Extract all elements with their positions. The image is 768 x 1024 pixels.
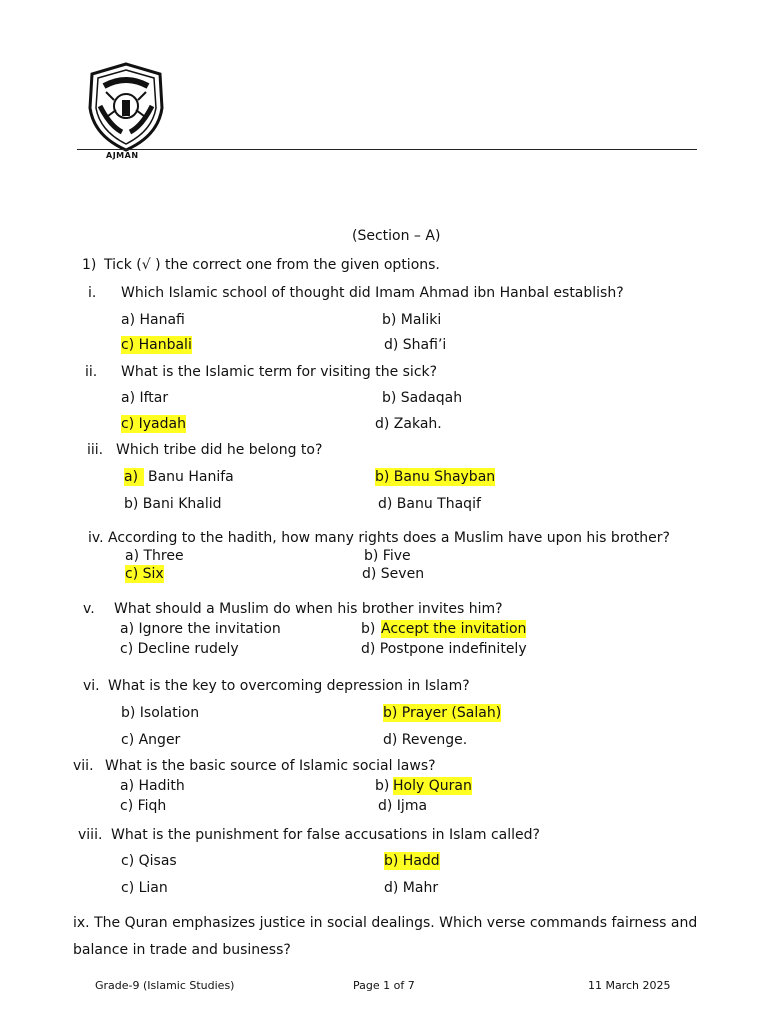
question-text: Which Islamic school of thought did Imam Ahmad ibn Hanbal establish? xyxy=(121,285,624,301)
option[interactable]: a) Hanafi xyxy=(121,312,185,328)
option[interactable]: c) Decline rudely xyxy=(120,641,239,657)
instruction-text: Tick (√ ) the correct one from the given options. xyxy=(104,257,440,273)
option[interactable]: b) Sadaqah xyxy=(382,390,463,406)
question-text: Which tribe did he belong to? xyxy=(116,442,323,458)
question-text: balance in trade and business? xyxy=(73,942,291,958)
option[interactable]: d) Revenge. xyxy=(383,732,468,748)
question-text: What is the punishment for false accusations in Islam called? xyxy=(111,827,540,843)
question-text: What is the basic source of Islamic social laws? xyxy=(105,758,436,774)
option-label[interactable]: b) xyxy=(361,621,376,637)
option[interactable]: b) Bani Khalid xyxy=(124,496,222,512)
question-text: According to the hadith, how many rights does a Muslim have upon his brother? xyxy=(108,530,670,546)
option[interactable]: c) Anger xyxy=(121,732,181,748)
option-correct[interactable]: Accept the invitation xyxy=(381,621,527,637)
option-correct[interactable]: b) Hadd xyxy=(384,853,440,869)
option-correct[interactable]: c) Hanbali xyxy=(121,337,192,353)
question-number: iii. xyxy=(87,442,104,458)
footer-subject: Grade-9 (Islamic Studies) xyxy=(95,979,235,992)
option-correct[interactable]: c) Iyadah xyxy=(121,416,186,432)
option[interactable]: d) Shafi’i xyxy=(384,337,447,353)
header-rule xyxy=(77,149,697,150)
option-correct[interactable]: b) Prayer (Salah) xyxy=(383,705,502,721)
option-correct[interactable]: Holy Quran xyxy=(393,778,472,794)
option[interactable]: d) Seven xyxy=(362,566,425,582)
option[interactable]: b) Maliki xyxy=(382,312,442,328)
question-text: What is the key to overcoming depression in Islam? xyxy=(108,678,470,694)
option[interactable]: Banu Hanifa xyxy=(148,469,234,485)
option[interactable]: a) Iftar xyxy=(121,390,169,406)
option[interactable]: d) Mahr xyxy=(384,880,439,896)
option[interactable]: d) Banu Thaqif xyxy=(378,496,481,512)
option[interactable]: d) Postpone indefinitely xyxy=(361,641,527,657)
question-number: i. xyxy=(88,285,97,301)
option-correct[interactable]: c) Six xyxy=(125,566,164,582)
question-text: ix. The Quran emphasizes justice in social dealings. Which verse commands fairness and xyxy=(73,915,698,931)
question-number: vi. xyxy=(83,678,100,694)
footer-page-number: Page 1 of 7 xyxy=(353,979,415,992)
option[interactable]: a) Ignore the invitation xyxy=(120,621,281,637)
question-text: What is the Islamic term for visiting the sick? xyxy=(121,364,438,380)
footer-date: 11 March 2025 xyxy=(588,979,671,992)
option[interactable]: b) Isolation xyxy=(121,705,200,721)
option-label[interactable]: b) xyxy=(375,778,390,794)
option[interactable]: b) Five xyxy=(364,548,411,564)
section-title: (Section – A) xyxy=(352,228,441,244)
option-label[interactable]: a) xyxy=(124,468,144,486)
question-number: ii. xyxy=(85,364,98,380)
question-number: v. xyxy=(83,601,95,617)
question-text: What should a Muslim do when his brother invites him? xyxy=(114,601,503,617)
option[interactable]: c) Qisas xyxy=(121,853,177,869)
option[interactable]: a) Hadith xyxy=(120,778,185,794)
option[interactable]: d) Zakah. xyxy=(375,416,442,432)
option[interactable]: c) Lian xyxy=(121,880,168,896)
question-number: iv. xyxy=(88,530,104,546)
instruction-number: 1) xyxy=(82,257,97,273)
question-number: viii. xyxy=(78,827,103,843)
option[interactable]: c) Fiqh xyxy=(120,798,167,814)
question-number: vii. xyxy=(73,758,94,774)
option-correct[interactable]: b) Banu Shayban xyxy=(375,469,496,485)
logo-caption: AJMAN xyxy=(106,151,139,160)
option[interactable]: d) Ijma xyxy=(378,798,428,814)
school-crest-logo xyxy=(86,60,166,154)
option[interactable]: a) Three xyxy=(125,548,184,564)
